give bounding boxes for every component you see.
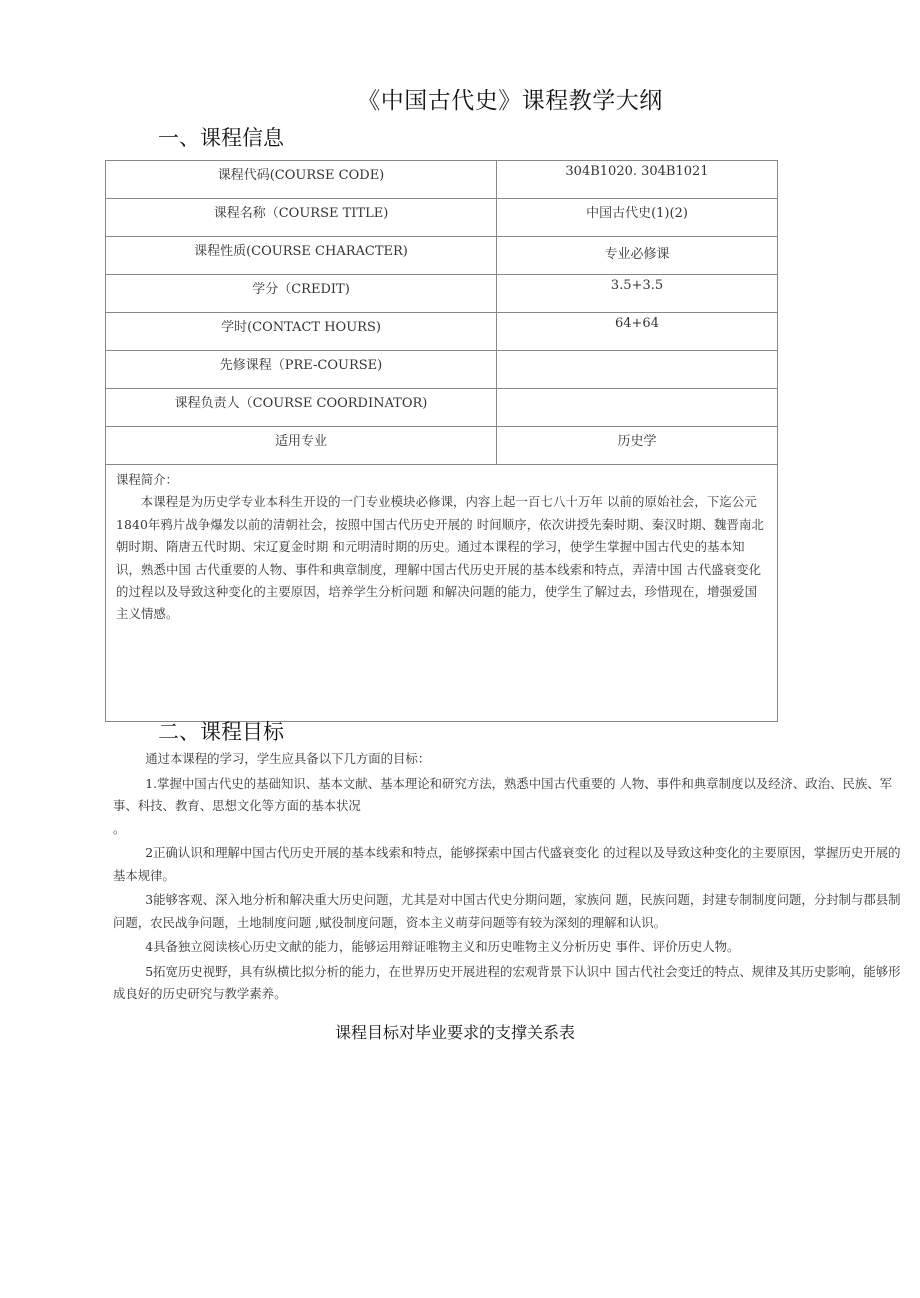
table-row <box>106 199 778 237</box>
row-label-cell <box>106 199 497 237</box>
row-value-cell <box>497 237 778 275</box>
document-title: 《中国古代史》课程教学大纲 <box>357 88 663 114</box>
applicable-major-label: 适用专业 <box>274 434 327 449</box>
table-row <box>106 313 778 351</box>
course-goals <box>113 748 905 1008</box>
row-label-cell <box>106 351 497 389</box>
pre-course-label: 先修课程（PRE-COURSE) <box>219 358 383 373</box>
table-row <box>106 389 778 427</box>
row-label-cell <box>106 313 497 351</box>
contact-hours-value: 64+64 <box>615 316 659 331</box>
contact-hours-label: 学时(CONTACT HOURS) <box>221 320 381 335</box>
credit-label: 学分（CREDIT) <box>252 282 350 297</box>
course-character-label: 课程性质(COURSE CHARACTER) <box>194 244 408 259</box>
table-row <box>106 427 778 465</box>
credit-value: 3.5+3.5 <box>610 278 664 293</box>
row-label-cell <box>106 427 497 465</box>
table-row <box>106 275 778 313</box>
course-title-label: 课程名称（COURSE TITLE) <box>213 206 389 221</box>
course-intro-cell <box>106 465 778 722</box>
course-info-table <box>105 160 778 722</box>
row-value-cell <box>497 389 778 427</box>
goals-intro: 通过本课程的学习，学生应具备以下几方面的目标： <box>145 751 431 766</box>
goal-item-4: 4具备独立阅读核心历史文献的能力，能够运用辩证唯物主义和历史唯物主义分析历史 事件、评价历史人物。 <box>145 939 740 954</box>
course-title-value: 中国古代史(1)(2) <box>586 206 688 221</box>
row-value-cell <box>497 427 778 465</box>
course-character-value: 专业必修课 <box>604 247 670 262</box>
row-value-cell <box>497 313 778 351</box>
course-code-label: 课程代码(COURSE CODE) <box>217 168 385 183</box>
section-heading-course-goals: 二、课程目标 <box>158 720 284 744</box>
section-heading-course-info: 一、课程信息 <box>158 126 284 150</box>
pre-course-value <box>497 351 777 354</box>
goal-item-5: 5拓宽历史视野，具有纵横比拟分析的能力，在世界历史开展进程的宏观背景下认识中 国古代社会变迁的特点、规律及其历史影响，能够形成良好的历史研究与教学素养。 <box>113 963 901 1001</box>
row-value-cell <box>497 199 778 237</box>
course-code-value: 304B1020. 304B1021 <box>565 164 709 179</box>
course-coordinator-value <box>497 389 777 392</box>
course-intro-label: 课程简介： <box>116 472 178 487</box>
course-intro-body: 本课程是为历史学专业本科生开设的一门专业模块必修课，内容上起一百七八十万年 以前的原始社会，下迄公元1840年鸦片战争爆发以前的清朝社会，按照中国古代历史开展的 时间顺序，依次讲授先秦时期、秦汉时期、魏晋南北朝时期、隋唐五代时期、宋辽夏金时期 和元明清时期的历史。通过本课程的学习，使学生掌握中国古代史的基本知识，熟悉中国 古代重要的人物、事件和典章制度，理解中国古代历史开展的基本线索和特点，弄清中国 古代盛衰变化的过程以及导致这种变化的主要原因，培养学生分析问题 和解决问题的能力，使学生了解过去，珍惜现在，增强爱国主义情感。 <box>116 494 765 622</box>
support-table-title: 课程目标对毕业要求的支撑关系表 <box>334 1023 575 1042</box>
row-label-cell <box>106 237 497 275</box>
table-row <box>106 237 778 275</box>
goal-item-1: 1.掌握中国古代史的基础知识、基本文献、基本理论和研究方法，熟悉中国古代重要的 人物、事件和典章制度以及经济、政治、民族、军事、科技、教育、思想文化等方面的基本状况 <box>113 775 893 813</box>
table-row <box>106 465 778 722</box>
table-row <box>106 161 778 199</box>
row-value-cell <box>497 351 778 389</box>
row-value-cell <box>497 161 778 199</box>
course-coordinator-label: 课程负责人（COURSE COORDINATOR) <box>174 396 428 411</box>
row-label-cell <box>106 389 497 427</box>
goal-item-1-end: 。 <box>113 820 126 836</box>
applicable-major-value: 历史学 <box>617 434 657 449</box>
table-row <box>106 351 778 389</box>
row-label-cell <box>106 275 497 313</box>
row-value-cell <box>497 275 778 313</box>
goal-item-2: 2正确认识和理解中国古代历史开展的基本线索和特点，能够探索中国古代盛衰变化 的过程以及导致这种变化的主要原因，掌握历史开展的基本规律。 <box>113 845 901 883</box>
row-label-cell <box>106 161 497 199</box>
goal-item-3: 3能够客观、深入地分析和解决重大历史问题，尤其是对中国古代史分期问题，家族问 题，民族问题，封建专制制度问题，分封制与郡县制问题，农民战争问题，土地制度问题 ,赋役制度问题，资本主义萌芽问题等有较为深刻的理解和认识。 <box>113 892 901 930</box>
